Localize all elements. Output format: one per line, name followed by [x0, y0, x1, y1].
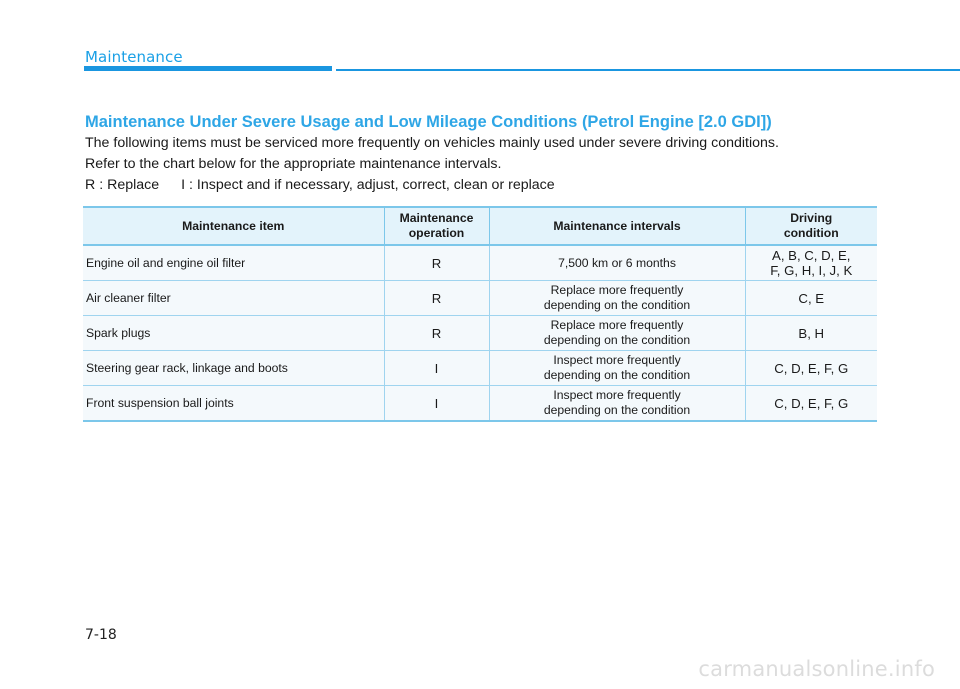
- header-rule-thin: [336, 69, 960, 71]
- intro-line-1: The following items must be serviced more frequently on vehicles mainly used under severe driving conditions.: [85, 135, 779, 151]
- cell-item: Spark plugs: [83, 316, 384, 351]
- header-driving-condition: [745, 207, 877, 245]
- interval-line: depending on the condition: [543, 368, 691, 382]
- interval-line: Replace more frequently: [550, 318, 684, 332]
- maintenance-table: [83, 206, 877, 422]
- page-heading: Maintenance Under Severe Usage and Low Mileage Conditions (Petrol Engine [2.0 GDI]): [85, 113, 772, 131]
- interval-line: 7,500 km or 6 months: [558, 255, 676, 270]
- cell-condition: [745, 281, 877, 316]
- interval-line: Inspect more frequently: [553, 388, 681, 402]
- cell-condition: [745, 316, 877, 351]
- cell-condition: [745, 245, 877, 281]
- interval-line: depending on the condition: [543, 333, 691, 347]
- table-header-row: [83, 207, 877, 245]
- condition-line: C, D, E, F, G: [774, 395, 849, 411]
- cell-operation: I: [384, 386, 489, 422]
- cell-operation: R: [384, 281, 489, 316]
- legend-line: [85, 177, 555, 193]
- header-operation-line: operation: [408, 226, 465, 240]
- condition-line: A, B, C, D, E,: [772, 248, 851, 263]
- header-maintenance-intervals: Maintenance intervals: [489, 207, 745, 245]
- table-row: [83, 281, 877, 316]
- condition-line: F, G, H, I, J, K: [770, 263, 853, 278]
- cell-condition: [745, 386, 877, 422]
- header-maintenance-item: Maintenance item: [83, 207, 384, 245]
- cell-operation: R: [384, 316, 489, 351]
- page-number: 7-18: [85, 627, 117, 643]
- interval-line: depending on the condition: [543, 403, 691, 417]
- interval-line: Inspect more frequently: [553, 353, 681, 367]
- condition-line: C, E: [798, 290, 825, 306]
- cell-item: Steering gear rack, linkage and boots: [83, 351, 384, 386]
- cell-interval: [489, 351, 745, 386]
- cell-operation: R: [384, 245, 489, 281]
- header-driving-line: condition: [783, 226, 839, 240]
- header-driving-line: Driving: [790, 211, 833, 225]
- cell-item: Engine oil and engine oil filter: [83, 245, 384, 281]
- cell-condition: [745, 351, 877, 386]
- watermark: carmanualsonline.info: [698, 657, 935, 681]
- table-row: [83, 386, 877, 422]
- table-row: [83, 245, 877, 281]
- cell-item: Front suspension ball joints: [83, 386, 384, 422]
- table-row: [83, 316, 877, 351]
- interval-line: Replace more frequently: [550, 283, 684, 297]
- header-maintenance-operation: [384, 207, 489, 245]
- interval-line: depending on the condition: [543, 298, 691, 312]
- condition-line: C, D, E, F, G: [774, 360, 849, 376]
- table-row: [83, 351, 877, 386]
- intro-line-2: Refer to the chart below for the appropriate maintenance intervals.: [85, 156, 502, 172]
- legend-inspect: I : Inspect and if necessary, adjust, correct, clean or replace: [181, 177, 555, 193]
- cell-interval: [489, 245, 745, 281]
- cell-interval: [489, 386, 745, 422]
- cell-operation: I: [384, 351, 489, 386]
- cell-interval: [489, 281, 745, 316]
- legend-replace: R : Replace: [85, 177, 160, 193]
- cell-interval: [489, 316, 745, 351]
- condition-line: B, H: [798, 325, 825, 341]
- section-title: Maintenance: [85, 48, 183, 66]
- cell-item: Air cleaner filter: [83, 281, 384, 316]
- header-rule-thick: [84, 66, 332, 71]
- header-operation-line: Maintenance: [399, 211, 474, 225]
